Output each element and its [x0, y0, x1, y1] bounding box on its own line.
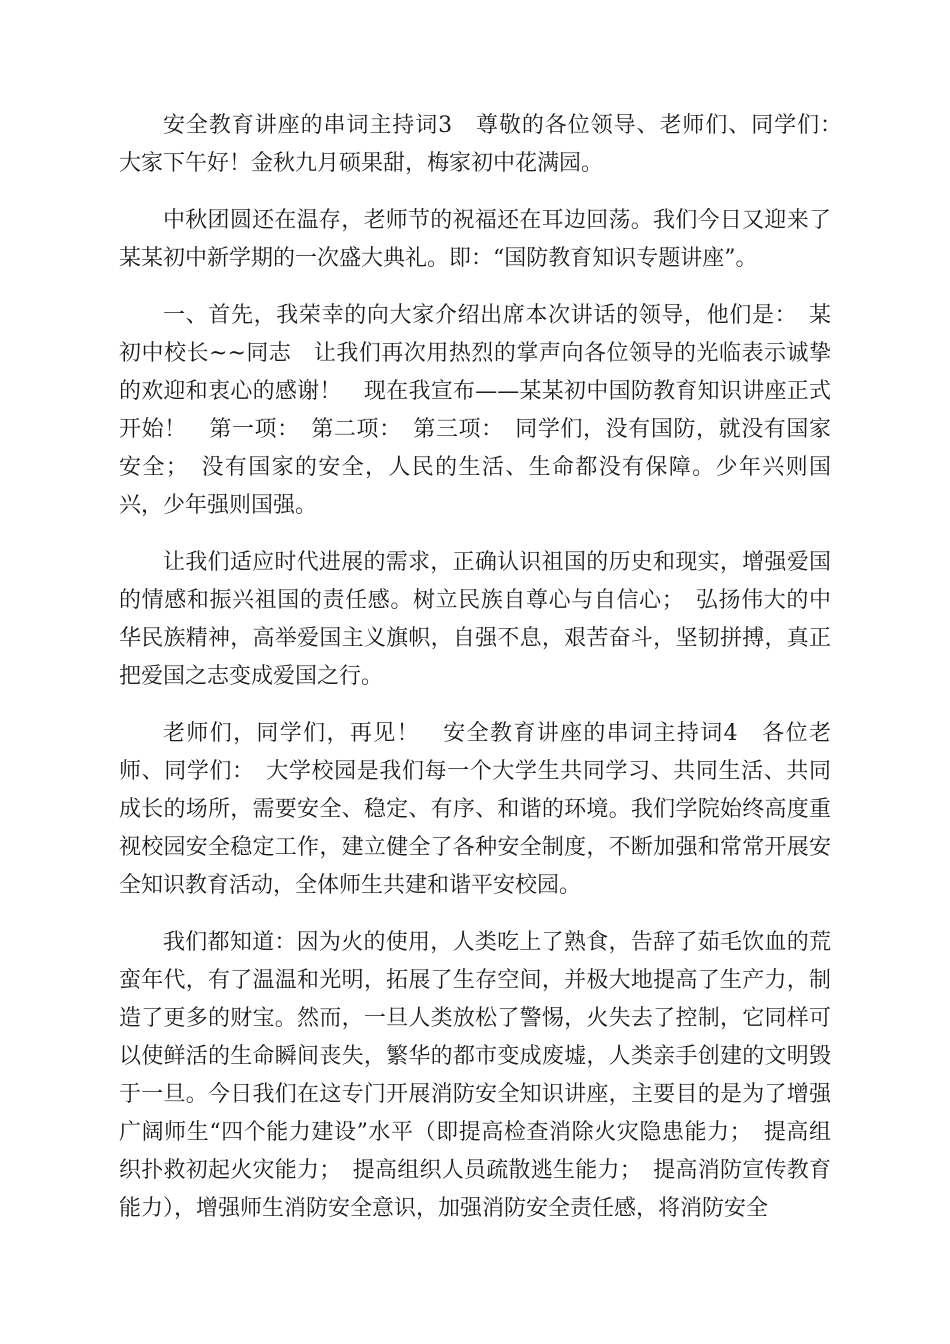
paragraph-4: 让我们适应时代进展的需求，正确认识祖国的历史和现实，增强爱国的情感和振兴祖国的责任感。树立民族自尊心与自信心； 弘扬伟大的中华民族精神，高举爱国主义旗帜，自强不息，艰苦奋斗，坚韧拼搏，真正把爱国之志变成爱国之行。	[119, 550, 831, 689]
paragraph-1: 安全教育讲座的串词主持词3 尊敬的各位领导、老师们、同学们： 大家下午好！金秋九月硕果甜，梅家初中花满园。	[119, 113, 854, 176]
document-body	[119, 107, 854, 1247]
paragraph-5: 老师们，同学们，再见！ 安全教育讲座的串词主持词4 各位老师、同学们： 大学校园是我们每一个大学生共同学习、共同生活、共同成长的场所，需要安全、稳定、有序、和谐的环境。我们学院始终高度重视校园安全稳定工作，建立健全了各种安全制度，不断加强和常常开展安全知识教育活动，全体师生共建和谐平安校园。	[119, 721, 831, 898]
paragraph-2: 中秋团圆还在温存，老师节的祝福还在耳边回荡。我们今日又迎来了某某初中新学期的一次盛大典礼。即：“国防教育知识专题讲座”。	[119, 208, 831, 271]
paragraph-3: 一、首先，我荣幸的向大家介绍出席本次讲话的领导，他们是： 某初中校长~~同志 让我们再次用热烈的掌声向各位领导的光临表示诚挚的欢迎和衷心的感谢！ 现在我宣布——某某初中国防教育知识讲座正式开始！ 第一项： 第二项： 第三项： 同学们，没有国防，就没有国家安全； 没有国家的安全，人民的生活、生命都没有保障。少年兴则国兴，少年强则国强。	[119, 303, 831, 518]
paragraph-6: 我们都知道：因为火的使用，人类吃上了熟食，告辞了茹毛饮血的荒蛮年代，有了温温和光明，拓展了生存空间，并极大地提高了生产力，制造了更多的财宝。然而，一旦人类放松了警惕，火失去了控制，它同样可以使鲜活的生命瞬间丧失，繁华的都市变成废墟，人类亲手创建的文明毁于一旦。今日我们在这专门开展消防安全知识讲座，主要目的是为了增强广阔师生“四个能力建设”水平（即提高检查消除火灾隐患能力； 提高组织扑救初起火灾能力； 提高组织人员疏散逃生能力； 提高消防宣传教育能力），增强师生消防安全意识，加强消防安全责任感，将消防安全	[119, 930, 831, 1221]
